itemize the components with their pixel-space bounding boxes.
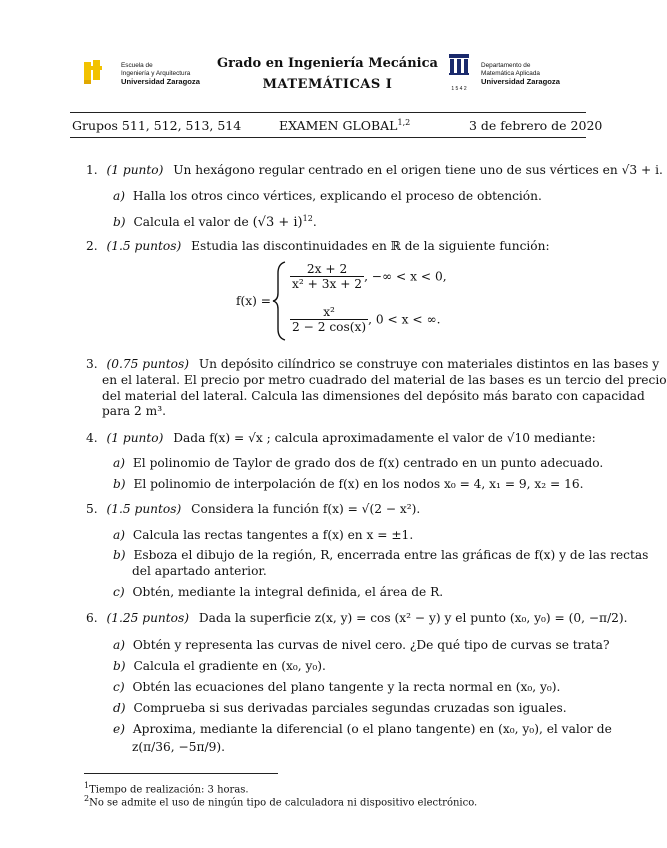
q5-points: (1.5 puntos) (106, 502, 182, 516)
q5-b (113, 548, 648, 563)
q5-a-text: Calcula las rectas tangentes a f(x) en x = ±1. (132, 528, 414, 542)
q6-e-label: e) (113, 722, 125, 736)
q1-a-label: a) (113, 189, 126, 203)
q2-points: (1.5 puntos) (106, 239, 182, 253)
q5-number: 5. (86, 502, 98, 516)
q2-brace (272, 261, 288, 344)
q1-b-label: b) (113, 215, 126, 230)
q2-number: 2. (86, 239, 98, 253)
department-logo-line3: Universidad Zaragoza (481, 77, 560, 86)
exam-title (279, 118, 410, 133)
q6-text: Dada la superficie z(x, y) = cos (x² − y) y el punto (x₀, y₀) = (0, −π/2). (198, 611, 628, 625)
q5-c-label: c) (113, 585, 125, 599)
q2-case2 (290, 305, 440, 334)
q6-a-text: Obtén y representa las curvas de nivel cero. ¿De qué tipo de curvas se trata? (132, 638, 610, 652)
q5-b-line2: del apartado anterior. (132, 564, 267, 578)
q2-fx: f(x) = (236, 294, 271, 308)
department-logo-line1: Departamento de (481, 62, 531, 69)
q3-points: (0.75 puntos) (106, 357, 190, 371)
q1-text: Un hexágono regular centrado en el origen tiene uno de sus vértices en (173, 163, 622, 177)
q4-points: (1 punto) (106, 431, 164, 445)
q2-case1-num: 2x + 2 (290, 262, 364, 277)
q5-b-text1: Esboza el dibujo de la región, R, encerrada entre las gráficas de f(x) y de las rectas (133, 548, 649, 562)
q4-a-label: a) (113, 456, 126, 470)
degree-title: Grado en Ingeniería Mecánica (217, 56, 438, 71)
q4-a (113, 456, 603, 471)
q1-a-text: Halla los otros cinco vértices, explicando el proceso de obtención. (132, 189, 542, 203)
footnote-1-text: Tiempo de realización: 3 horas. (89, 784, 249, 796)
q1-b-expr: (√3 + i) (252, 215, 303, 231)
q4-b-text: El polinomio de interpolación de f(x) en los nodos x₀ = 4, x₁ = 9, x₂ = 16. (133, 477, 584, 491)
exam-date: 3 de febrero de 2020 (469, 118, 603, 133)
q6-points: (1.25 puntos) (106, 611, 190, 625)
course-title: MATEMÁTICAS I (262, 77, 393, 92)
q4-b-label: b) (113, 477, 126, 491)
q1-b-exp: 12 (302, 214, 313, 223)
q6-a (113, 638, 609, 653)
q6-e-line2: z(π/36, −5π/9). (132, 740, 226, 754)
q5-a-label: a) (113, 528, 126, 542)
q6-a-label: a) (113, 638, 126, 652)
footnote-2 (84, 791, 477, 810)
q1-stem (86, 163, 663, 178)
groups: Grupos 511, 512, 513, 514 (72, 118, 242, 133)
school-logo-line3: Universidad Zaragoza (121, 77, 200, 86)
header-rule-bottom (70, 137, 586, 138)
q3-line3: del material del lateral. Calcula las dimensiones del depósito más barato con capacidad (102, 389, 645, 403)
q2-case1-frac (290, 262, 364, 291)
q3-line1 (86, 357, 659, 372)
q1-b (113, 211, 317, 230)
q5-c-text: Obtén, mediante la integral definida, el área de R. (132, 585, 444, 599)
q2-text: Estudia las discontinuidades en ℝ de la siguiente función: (191, 239, 550, 253)
q3-line2: en el lateral. El precio por metro cuadrado del material de las bases es un tercio del precio (102, 373, 667, 387)
q5-b-label: b) (113, 548, 126, 562)
q3-number: 3. (86, 357, 98, 371)
q6-c-text: Obtén las ecuaciones del plano tangente y la recta normal en (x₀, y₀). (132, 680, 561, 694)
q2-case2-cond: , 0 < x < ∞. (368, 312, 441, 327)
footnote-rule (84, 773, 278, 774)
q2-case1-cond: , −∞ < x < 0, (364, 269, 447, 284)
header-rule-top (70, 112, 586, 113)
school-logo-line2: Ingeniería y Arquitectura (121, 70, 191, 77)
q6-d (113, 701, 567, 716)
q5-a (113, 528, 413, 543)
q6-e (113, 722, 612, 737)
q2-case1 (290, 262, 447, 291)
q1-b-end: . (312, 215, 317, 230)
q4-text: Dada f(x) = √x ; calcula aproximadamente el valor de √10 mediante: (173, 431, 596, 445)
department-logo-line2: Matemática Aplicada (481, 70, 540, 77)
q2-case2-num: x² (290, 305, 368, 320)
q6-b-text: Calcula el gradiente en (x₀, y₀). (133, 659, 326, 673)
footnote-2-mark: 2 (84, 794, 90, 803)
q6-stem (86, 611, 628, 626)
q2-case1-den: x² + 3x + 2 (292, 277, 363, 291)
q2-stem (86, 239, 550, 254)
crest-year: 1 5 4 2 (451, 86, 467, 92)
q6-c (113, 680, 560, 695)
exam-title-text: EXAMEN GLOBAL (279, 118, 398, 134)
q6-b-label: b) (113, 659, 126, 673)
q6-d-text: Comprueba si sus derivadas parciales segundas cruzadas son iguales. (133, 701, 567, 715)
q1-points: (1 punto) (106, 163, 164, 177)
q6-b (113, 659, 326, 674)
q4-b (113, 477, 584, 492)
q6-c-label: c) (113, 680, 125, 694)
q4-a-text: El polinomio de Taylor de grado dos de f(x) centrado en un punto adecuado. (132, 456, 604, 470)
q2-case2-den: 2 − 2 cos(x) (292, 320, 367, 334)
q4-stem (86, 431, 596, 446)
q4-number: 4. (86, 431, 98, 445)
q1-a (113, 189, 542, 204)
q5-c (113, 585, 443, 600)
q6-e-text1: Aproxima, mediante la diferencial (o el plano tangente) en (x₀, y₀), el valor de (132, 722, 612, 736)
q1-vertex: √3 + i. (621, 163, 663, 177)
school-logo-line1: Escuela de (121, 62, 153, 69)
footnote-1-mark: 1 (84, 781, 90, 790)
q5-stem (86, 502, 420, 517)
exam-title-sup: 1,2 (397, 118, 411, 127)
q6-number: 6. (86, 611, 98, 625)
q1-number: 1. (86, 163, 98, 177)
q6-d-label: d) (113, 701, 126, 715)
q3-text1: Un depósito cilíndrico se construye con materiales distintos en las bases y (198, 357, 660, 371)
footnote-2-text: No se admite el uso de ningún tipo de calculadora ni dispositivo electrónico. (89, 797, 478, 809)
q5-text: Considera la función f(x) = √(2 − x²). (191, 502, 421, 516)
left-brace-icon (272, 261, 288, 341)
q1-b-text: Calcula el valor de (133, 215, 253, 230)
q2-case2-frac (290, 305, 368, 334)
q3-line4: para 2 m³. (102, 404, 166, 418)
